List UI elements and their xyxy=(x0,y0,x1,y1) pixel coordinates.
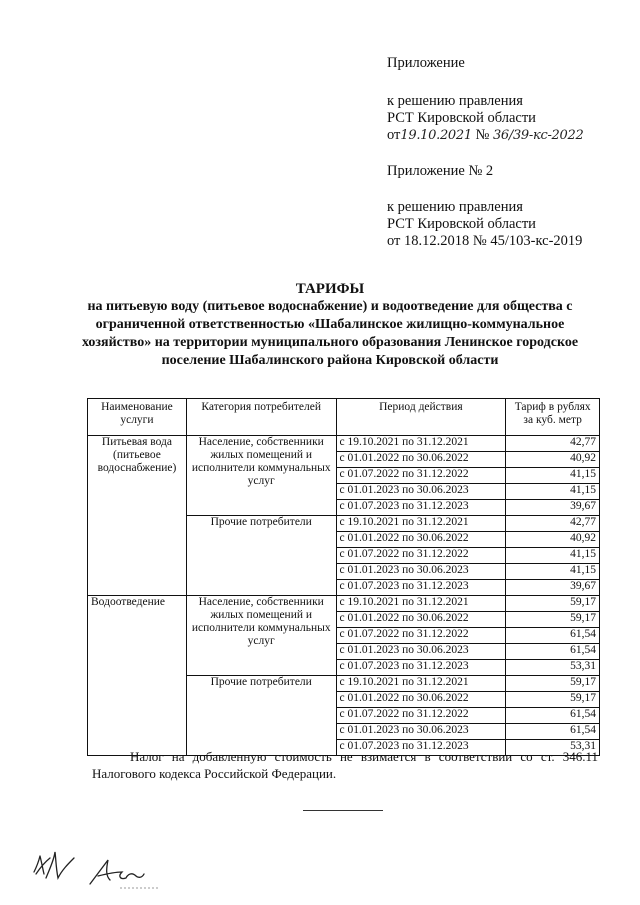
period-cell: с 01.07.2023 по 31.12.2023 xyxy=(336,580,506,596)
title-subtitle: на питьевую воду (питьевое водоснабжение) и водоотведение для общества с ограниченной ответственностью «Шабалинское жилищно-коммунальное хозяйство» на территории муниципального образования Ленинское городское поселение Шабалинского района Кировской области xyxy=(81,299,579,368)
period-cell: с 01.07.2023 по 31.12.2023 xyxy=(336,660,506,676)
tariff-cell: 59,17 xyxy=(506,676,600,692)
period-cell: с 01.07.2023 по 31.12.2023 xyxy=(336,500,506,516)
document-title xyxy=(80,280,580,370)
tariff-cell: 42,77 xyxy=(506,516,600,532)
period-cell: с 01.07.2022 по 31.12.2022 xyxy=(336,468,506,484)
tariff-cell: 53,31 xyxy=(506,740,600,756)
tariff-cell: 61,54 xyxy=(506,724,600,740)
handwritten-initials-mark xyxy=(28,838,188,893)
period-cell: с 19.10.2021 по 31.12.2021 xyxy=(336,676,506,692)
header-period: Период действия xyxy=(336,399,506,436)
tariff-cell: 41,15 xyxy=(506,548,600,564)
period-cell: с 19.10.2021 по 31.12.2021 xyxy=(336,596,506,612)
period-cell: с 01.01.2023 по 30.06.2023 xyxy=(336,564,506,580)
category-population: Население, собственники жилых помещений и исполнители коммунальных услуг xyxy=(186,596,336,676)
table-row xyxy=(88,596,600,612)
tariff-cell: 41,15 xyxy=(506,564,600,580)
category-population: Население, собственники жилых помещений и исполнители коммунальных услуг xyxy=(186,436,336,516)
tariff-cell: 59,17 xyxy=(506,612,600,628)
period-cell: с 01.07.2023 по 31.12.2023 xyxy=(336,740,506,756)
authority-line-2: РСТ Кировской области xyxy=(387,216,536,232)
period-cell: с 01.01.2023 по 30.06.2023 xyxy=(336,724,506,740)
title-main: ТАРИФЫ xyxy=(295,281,365,297)
tariff-cell: 61,54 xyxy=(506,628,600,644)
tariff-cell: 40,92 xyxy=(506,532,600,548)
period-cell: с 19.10.2021 по 31.12.2021 xyxy=(336,516,506,532)
end-separator xyxy=(303,810,383,811)
tariff-cell: 61,54 xyxy=(506,644,600,660)
tariff-cell: 53,31 xyxy=(506,660,600,676)
period-cell: с 01.01.2022 по 30.06.2022 xyxy=(336,532,506,548)
tariff-cell: 59,17 xyxy=(506,692,600,708)
period-cell: с 01.01.2022 по 30.06.2022 xyxy=(336,452,506,468)
service-name-water: Питьевая вода (питьевое водоснабжение) xyxy=(88,436,187,596)
appendix-2-label: Приложение № 2 xyxy=(387,163,494,179)
handwritten-date: 19.10.2021 xyxy=(400,128,472,143)
tariff-cell: 39,67 xyxy=(506,500,600,516)
number-sign: № xyxy=(475,127,490,143)
tariff-cell: 59,17 xyxy=(506,596,600,612)
header-category: Категория потребителей xyxy=(186,399,336,436)
period-cell: с 01.01.2022 по 30.06.2022 xyxy=(336,612,506,628)
decision-reference-2: от 18.12.2018 № 45/103-кс-2019 xyxy=(387,233,583,249)
service-name-sewerage: Водоотведение xyxy=(88,596,187,756)
category-other: Прочие потребители xyxy=(186,516,336,596)
table-header-row xyxy=(88,399,600,436)
period-cell: с 01.01.2023 по 30.06.2023 xyxy=(336,484,506,500)
tariff-cell: 42,77 xyxy=(506,436,600,452)
period-cell: с 01.01.2023 по 30.06.2023 xyxy=(336,644,506,660)
ref-prefix: от xyxy=(387,127,401,143)
tariff-table xyxy=(87,398,600,756)
table-row xyxy=(88,436,600,452)
decision-line-1: к решению правления xyxy=(387,93,523,109)
vat-footnote: Налог на добавленную стоимость не взимается в соответствии со ст. 346.11 Налогового кодекса Российской Федерации. xyxy=(92,749,598,781)
authority-line-1: РСТ Кировской области xyxy=(387,110,536,126)
period-cell: с 01.01.2022 по 30.06.2022 xyxy=(336,692,506,708)
tariff-cell: 41,15 xyxy=(506,484,600,500)
decision-reference-1 xyxy=(387,127,583,144)
period-cell: с 01.07.2022 по 31.12.2022 xyxy=(336,628,506,644)
appendix-label: Приложение xyxy=(387,55,465,71)
tariff-cell: 41,15 xyxy=(506,468,600,484)
tariff-cell: 40,92 xyxy=(506,452,600,468)
decision-line-2: к решению правления xyxy=(387,199,523,215)
header-service: Наименование услуги xyxy=(88,399,187,436)
period-cell: с 19.10.2021 по 31.12.2021 xyxy=(336,436,506,452)
handwritten-number: 36/39-кс-2022 xyxy=(492,128,584,143)
tariff-cell: 39,67 xyxy=(506,580,600,596)
category-other: Прочие потребители xyxy=(186,676,336,756)
tariff-cell: 61,54 xyxy=(506,708,600,724)
period-cell: с 01.07.2022 по 31.12.2022 xyxy=(336,708,506,724)
period-cell: с 01.07.2022 по 31.12.2022 xyxy=(336,548,506,564)
header-tariff: Тариф в рублях за куб. метр xyxy=(506,399,600,436)
